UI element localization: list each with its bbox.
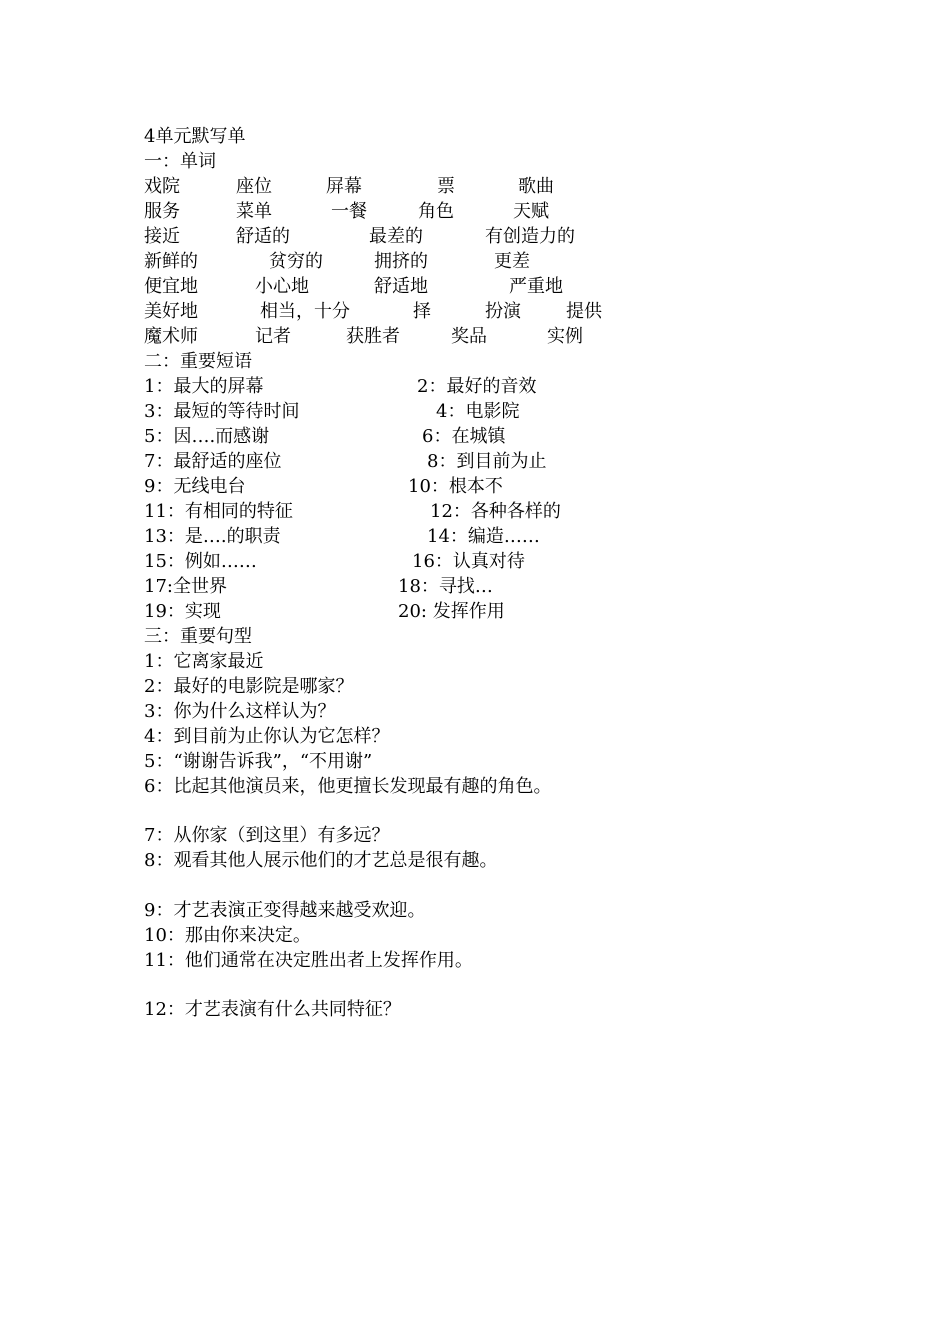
word-item: 舒适地 xyxy=(374,276,428,297)
word-item: 相当，十分 xyxy=(260,301,350,322)
phrase-item: 15：例如…… xyxy=(144,551,257,572)
word-item: 拥挤的 xyxy=(374,251,428,272)
word-item: 接近 xyxy=(144,226,180,247)
sentence-item: 11：他们通常在决定胜出者上发挥作用。 xyxy=(144,950,473,971)
word-item: 严重地 xyxy=(509,276,563,297)
word-item: 有创造力的 xyxy=(485,226,575,247)
sentence-item: 5：“谢谢告诉我”，“不用谢” xyxy=(144,751,373,772)
phrase-item: 16：认真对待 xyxy=(412,551,525,572)
word-item: 新鲜的 xyxy=(144,251,198,272)
phrase-item: 18：寻找… xyxy=(398,576,493,597)
phrase-item: 8：到目前为止 xyxy=(427,451,547,472)
section-heading-phrases: 二：重要短语 xyxy=(144,351,252,372)
phrase-item: 20: 发挥作用 xyxy=(398,601,505,622)
word-item: 舒适的 xyxy=(236,226,290,247)
sentence-item: 6：比起其他演员来，他更擅长发现最有趣的角色。 xyxy=(144,776,552,797)
sentence-item: 1：它离家最近 xyxy=(144,651,264,672)
section-heading-sentences: 三：重要句型 xyxy=(144,626,252,647)
phrase-item: 17:全世界 xyxy=(144,576,227,597)
sentence-item: 12：才艺表演有什么共同特征？ xyxy=(144,999,401,1020)
phrase-item: 4：电影院 xyxy=(436,401,520,422)
word-item: 择 xyxy=(413,301,431,322)
sentence-item: 9：才艺表演正变得越来越受欢迎。 xyxy=(144,900,426,921)
phrase-item: 19：实现 xyxy=(144,601,221,622)
phrase-item: 14：编造…… xyxy=(427,526,540,547)
phrase-item: 2：最好的音效 xyxy=(417,376,537,397)
sentence-item: 3：你为什么这样认为？ xyxy=(144,701,336,722)
sentence-item: 2：最好的电影院是哪家？ xyxy=(144,676,354,697)
phrase-item: 10：根本不 xyxy=(408,476,503,497)
word-item: 最差的 xyxy=(369,226,423,247)
word-item: 歌曲 xyxy=(518,176,554,197)
word-item: 贫穷的 xyxy=(269,251,323,272)
word-item: 扮演 xyxy=(485,301,521,322)
word-item: 服务 xyxy=(144,201,180,222)
word-item: 一餐 xyxy=(331,201,367,222)
word-item: 奖品 xyxy=(451,326,487,347)
word-item: 座位 xyxy=(236,176,272,197)
sentence-item: 4：到目前为止你认为它怎样？ xyxy=(144,726,390,747)
word-item: 小心地 xyxy=(255,276,309,297)
sentence-item: 10：那由你来决定。 xyxy=(144,925,311,946)
word-item: 魔术师 xyxy=(144,326,198,347)
phrase-item: 12：各种各样的 xyxy=(430,501,561,522)
phrase-item: 3：最短的等待时间 xyxy=(144,401,300,422)
document-title: 4单元默写单 xyxy=(144,126,246,147)
section-heading-words: 一：单词 xyxy=(144,151,216,172)
word-item: 实例 xyxy=(547,326,583,347)
phrase-item: 1：最大的屏幕 xyxy=(144,376,264,397)
phrase-item: 5：因….而感谢 xyxy=(144,426,270,447)
word-item: 提供 xyxy=(566,301,602,322)
word-item: 获胜者 xyxy=(346,326,400,347)
phrase-item: 7：最舒适的座位 xyxy=(144,451,282,472)
word-item: 角色 xyxy=(418,201,454,222)
word-item: 美好地 xyxy=(144,301,198,322)
word-item: 票 xyxy=(437,176,455,197)
word-item: 更差 xyxy=(494,251,530,272)
word-item: 记者 xyxy=(255,326,291,347)
phrase-item: 11：有相同的特征 xyxy=(144,501,293,522)
word-item: 便宜地 xyxy=(144,276,198,297)
phrase-item: 9：无线电台 xyxy=(144,476,246,497)
word-item: 菜单 xyxy=(236,201,272,222)
phrase-item: 6：在城镇 xyxy=(422,426,506,447)
word-item: 屏幕 xyxy=(326,176,362,197)
sentence-item: 7：从你家（到这里）有多远？ xyxy=(144,825,390,846)
word-item: 天赋 xyxy=(513,201,549,222)
phrase-item: 13：是….的职责 xyxy=(144,526,281,547)
word-item: 戏院 xyxy=(144,176,180,197)
sentence-item: 8：观看其他人展示他们的才艺总是很有趣。 xyxy=(144,850,498,871)
